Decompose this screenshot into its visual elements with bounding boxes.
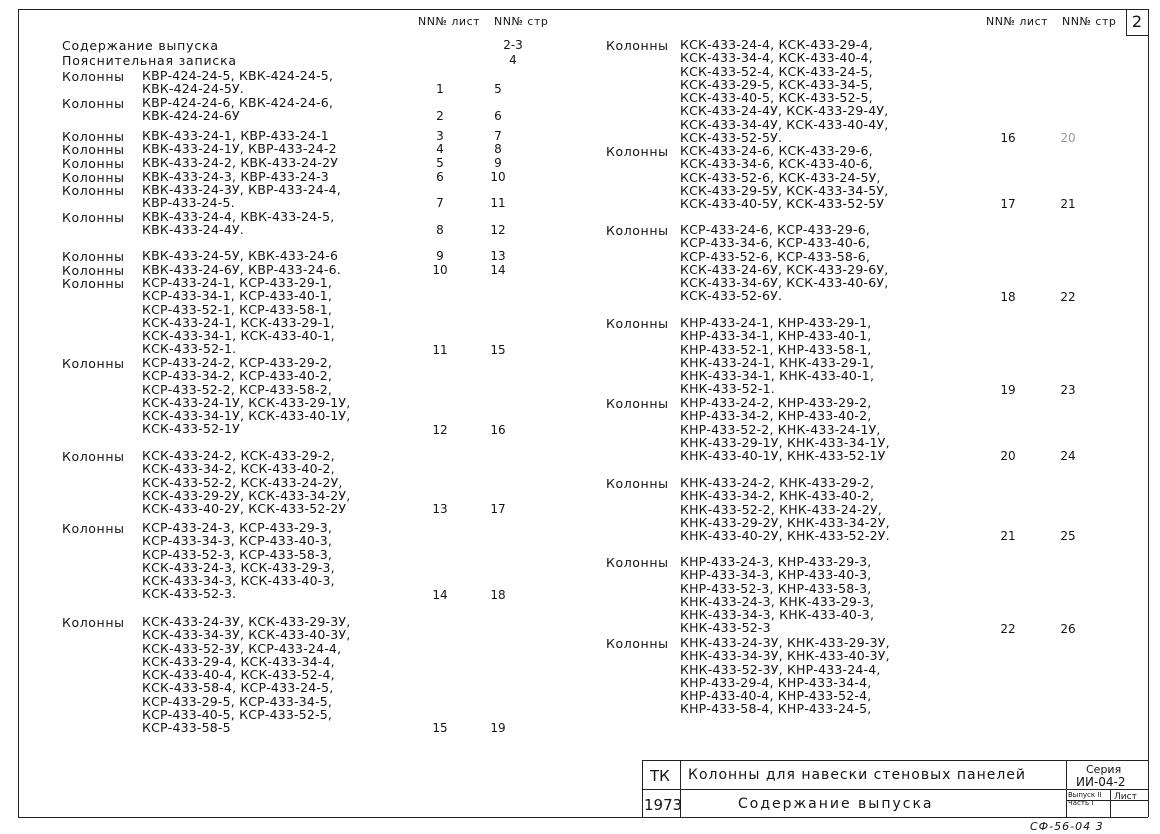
code-line: КСК-433-34-4, КСК-433-40-4, — [680, 50, 873, 66]
series-value: ИИ-04-2 — [1076, 775, 1126, 789]
entry-codes — [680, 38, 888, 144]
entry-label: Колонны — [62, 69, 125, 84]
code-line: КНК-433-52-2, КНК-433-24-2У, — [680, 501, 882, 517]
code-line: КСК-433-52-1У — [142, 421, 240, 437]
code-line: КНК-433-34-3, КНК-433-40-3, — [680, 607, 875, 623]
entry-sheet-number: 18 — [1000, 289, 1016, 304]
entry-label: Колонны — [62, 276, 125, 291]
entry-codes — [680, 555, 874, 635]
archive-stamp: СФ-56-04 3 — [1030, 820, 1104, 833]
code-line: КВК-424-24-5У. — [142, 81, 244, 97]
code-line: КСР-433-58-5 — [142, 720, 231, 736]
entry-label: Колонны — [62, 356, 125, 371]
entry-codes — [680, 476, 890, 542]
entry-page-number: 22 — [1060, 289, 1076, 304]
code-line: КВК-433-24-3, КВР-433-24-3 — [142, 169, 329, 184]
entry-page-number: 6 — [494, 109, 502, 124]
code-line: КВК-433-24-1У, КВР-433-24-2 — [142, 141, 337, 156]
entry-label: Колонны — [606, 555, 669, 570]
entry-sheet-number: 9 — [436, 249, 444, 263]
entry-page-number: 15 — [490, 342, 506, 357]
entry-label: Колонны — [62, 521, 125, 536]
code-line: КСК-433-24-6У, КСК-433-29-6У, — [680, 261, 889, 277]
code-line: КСР-433-34-2, КСР-433-40-2, — [142, 368, 333, 384]
header-page-left: NN№ стр — [494, 15, 549, 28]
series-label: Серия — [1086, 763, 1122, 776]
code-line: КСК-433-34-1У, КСК-433-40-1У, — [142, 408, 351, 424]
entry-label: Колонны — [62, 449, 125, 464]
code-line: КВК-433-24-5У, КВК-433-24-6 — [142, 248, 339, 263]
code-line: КСР-433-52-2, КСР-433-58-2, — [142, 381, 333, 397]
code-line: КНК-433-24-2, КНК-433-29-2, — [680, 475, 875, 490]
toc-page-note: 4 — [509, 53, 517, 67]
entry-page-number: 23 — [1060, 382, 1076, 397]
code-line: КВК-433-24-4У. — [142, 222, 244, 238]
entry-label: Колонны — [606, 316, 669, 331]
title-block-hline — [642, 789, 1148, 790]
entry-sheet-number: 10 — [432, 263, 448, 277]
entry-sheet-number: 4 — [436, 142, 444, 156]
code-line: КНК-433-52-3 — [680, 620, 771, 636]
code-line: КВР-433-24-5. — [142, 195, 235, 211]
code-line: КСР-433-52-1, КСР-433-58-1, — [142, 301, 333, 317]
code-line: КНК-433-24-1, КНК-433-29-1, — [680, 354, 875, 370]
entry-sheet-number: 6 — [436, 170, 444, 184]
entry-codes — [680, 636, 890, 716]
frame-left-line — [18, 9, 19, 817]
code-line: КСК-433-52-4, КСК-433-24-5, — [680, 63, 873, 79]
code-line: КНК-433-29-2У, КНК-433-34-2У, — [680, 514, 890, 530]
code-line: КСК-433-29-5У, КСК-433-34-5У, — [680, 182, 889, 198]
entry-codes — [142, 521, 335, 601]
code-line: КНР-433-34-3, КНР-433-40-3, — [680, 567, 872, 583]
entry-page-number: 7 — [494, 129, 502, 143]
entry-sheet-number: 13 — [432, 502, 448, 517]
code-line: КВР-424-24-5, КВК-424-24-5, — [142, 68, 334, 83]
entry-sheet-number: 2 — [436, 109, 444, 124]
code-line: КНК-433-34-2, КНК-433-40-2, — [680, 488, 875, 504]
code-line: КВК-433-24-2, КВК-433-24-2У — [142, 155, 339, 170]
code-line: КСР-433-24-6, КСР-433-29-6, — [680, 222, 871, 237]
entry-page-number: 21 — [1060, 197, 1076, 212]
code-line: КСР-433-24-3, КСР-433-29-3, — [142, 520, 333, 535]
code-line: КСК-433-24-1У, КСК-433-29-1У, — [142, 394, 351, 410]
code-line: КНР-433-24-1, КНР-433-29-1, — [680, 315, 872, 330]
code-line: КНР-433-52-3, КНР-433-58-3, — [680, 580, 872, 596]
code-line: КНК-433-40-2У, КНК-433-52-2У. — [680, 528, 890, 544]
entry-page-number: 8 — [494, 142, 502, 156]
title-block-vline-3 — [1110, 789, 1111, 817]
title-top: Колонны для навески стеновых панелей — [688, 767, 1027, 783]
entry-sheet-number: 20 — [1000, 449, 1016, 464]
code-line: КСК-433-40-4, КСК-433-52-4, — [142, 667, 335, 683]
entry-codes — [142, 142, 337, 155]
entry-codes — [142, 276, 335, 356]
code-line: КСК-433-52-6, КСК-433-24-5У, — [680, 169, 881, 185]
entry-label: Колонны — [62, 156, 125, 171]
code-line: КВК-433-24-1, КВР-433-24-1 — [142, 128, 329, 143]
entry-label: Колонны — [62, 96, 125, 111]
code-line: КСК-433-52-5У. — [680, 130, 783, 146]
entry-sheet-number: 7 — [436, 196, 444, 211]
entry-sheet-number: 19 — [1000, 382, 1016, 397]
code-line: КНК-433-52-1. — [680, 381, 775, 397]
entry-codes — [142, 156, 338, 169]
entry-codes — [680, 223, 888, 303]
code-line: КНК-433-34-1, КНК-433-40-1, — [680, 368, 875, 384]
title-block-vline-2 — [1066, 760, 1067, 817]
code-line: КСК-433-24-3У, КСК-433-29-3У, — [142, 614, 351, 629]
frame-top-line — [18, 9, 1148, 10]
code-line: КНК-433-24-3, КНК-433-29-3, — [680, 593, 875, 609]
entry-page-number: 24 — [1060, 449, 1076, 464]
code-line: КСР-433-34-6, КСР-433-40-6, — [680, 235, 871, 251]
entry-label: Колонны — [606, 38, 669, 53]
code-line: КНК-433-40-1У, КНК-433-52-1У — [680, 448, 886, 464]
entry-label: Колонны — [606, 476, 669, 491]
entry-codes — [680, 316, 874, 396]
code-line: КСР-433-52-6, КСР-433-58-6, — [680, 248, 871, 264]
code-line: КСК-433-52-3У, КСР-433-24-4, — [142, 640, 342, 656]
code-line: КСК-433-24-6, КСК-433-29-6, — [680, 143, 873, 158]
entry-codes — [142, 69, 333, 96]
entry-page-number: 5 — [494, 82, 502, 97]
code-line: КСК-433-24-2, КСК-433-29-2, — [142, 448, 335, 463]
entry-page-number: 16 — [490, 422, 506, 437]
code-line: КНР-433-24-2, КНР-433-29-2, — [680, 395, 872, 410]
code-line: КСК-433-34-6, КСК-433-40-6, — [680, 156, 873, 172]
code-line: КНК-433-52-3У, КНР-433-24-4, — [680, 661, 881, 677]
page-number: 2 — [1131, 12, 1143, 31]
code-line: КСР-433-34-1, КСР-433-40-1, — [142, 288, 333, 304]
entry-page-number: 13 — [490, 249, 506, 263]
entry-label: Колонны — [62, 263, 125, 278]
toc-page-contents: 2-3 — [503, 38, 523, 52]
entry-codes — [142, 249, 338, 262]
entry-label: Колонны — [62, 249, 125, 264]
code-line: КСК-433-24-4У, КСК-433-29-4У, — [680, 103, 889, 119]
year: 1973 — [644, 796, 683, 814]
entry-label: Колонны — [62, 129, 125, 144]
code-line: КНР-433-40-4, КНР-433-52-4, — [680, 688, 872, 704]
title-bottom: Содержание выпуска — [738, 796, 934, 812]
code-line: КНР-433-52-1, КНР-433-58-1, — [680, 341, 872, 357]
code-line: КСК-433-24-3, КСК-433-29-3, — [142, 559, 335, 575]
code-line: КВК-433-24-6У, КВР-433-24-6. — [142, 262, 341, 277]
code-line: КСК-433-52-6У. — [680, 288, 783, 304]
entry-codes — [142, 96, 333, 123]
code-line: КСК-433-29-2У, КСК-433-34-2У, — [142, 487, 351, 503]
entry-label: Колонны — [62, 183, 125, 198]
code-line: КНР-433-58-4, КНР-433-24-5, — [680, 701, 872, 717]
entry-sheet-number: 8 — [436, 223, 444, 238]
header-sheet-left: NN№ лист — [418, 15, 481, 28]
entry-sheet-number: 12 — [432, 422, 448, 437]
code-line: КСК-433-52-1. — [142, 341, 237, 357]
entry-page-number: 20 — [1060, 131, 1076, 146]
entry-codes — [142, 356, 350, 436]
entry-codes — [680, 396, 890, 462]
code-line: КНР-433-24-3, КНР-433-29-3, — [680, 554, 872, 569]
entry-page-number: 14 — [490, 263, 506, 277]
entry-label: Колонны — [62, 615, 125, 630]
entry-sheet-number: 15 — [432, 721, 448, 736]
code-line: КНР-433-29-4, КНР-433-34-4, — [680, 674, 872, 690]
code-line: КВР-424-24-6, КВК-424-24-6, — [142, 95, 334, 110]
code-line: КСК-433-40-2У, КСК-433-52-2У — [142, 501, 347, 517]
sheet-label: Лист — [1114, 792, 1137, 802]
entry-sheet-number: 11 — [432, 342, 448, 357]
entry-sheet-number: 16 — [1000, 131, 1016, 146]
entry-page-number: 9 — [494, 156, 502, 170]
header-page-right: NN№ стр — [1062, 15, 1117, 28]
code-line: КСК-433-24-4, КСК-433-29-4, — [680, 37, 873, 52]
entry-page-number: 17 — [490, 502, 506, 517]
entry-sheet-number: 5 — [436, 156, 444, 170]
code-line: КСК-433-34-3, КСК-433-40-3, — [142, 573, 335, 589]
code-line: КСК-433-58-4, КСР-433-24-5, — [142, 680, 334, 696]
code-line: КСК-433-40-5, КСК-433-52-5, — [680, 90, 873, 106]
code-line: КВК-433-24-4, КВК-433-24-5, — [142, 209, 335, 224]
entry-label: Колонны — [606, 144, 669, 159]
code-line: КНК-433-29-1У, КНК-433-34-1У, — [680, 434, 890, 450]
code-line: КСК-433-24-1, КСК-433-29-1, — [142, 314, 335, 330]
entry-codes — [142, 210, 334, 237]
entry-sheet-number: 17 — [1000, 197, 1016, 212]
code-line: КСР-433-34-3, КСР-433-40-3, — [142, 533, 333, 549]
code-line: КСР-433-40-5, КСР-433-52-5, — [142, 707, 333, 723]
entry-page-number: 11 — [490, 196, 506, 211]
code-line: КСК-433-34-2, КСК-433-40-2, — [142, 461, 335, 477]
entry-codes — [142, 615, 350, 735]
code-line: КСР-433-29-5, КСР-433-34-5, — [142, 693, 333, 709]
entry-label: Колонны — [62, 170, 125, 185]
code-line: КСР-433-24-1, КСР-433-29-1, — [142, 275, 333, 290]
entry-label: Колонны — [606, 636, 669, 651]
entry-codes — [680, 144, 888, 210]
entry-sheet-number: 1 — [436, 82, 444, 97]
code-line: КСК-433-34-3У, КСК-433-40-3У, — [142, 627, 351, 643]
toc-title-contents: Содержание выпуска — [62, 38, 219, 53]
entry-page-number: 18 — [490, 587, 506, 602]
header-sheet-right: NN№ лист — [986, 15, 1049, 28]
entry-label: Колонны — [606, 223, 669, 238]
code-line: КСР-433-52-3, КСР-433-58-3, — [142, 546, 333, 562]
entry-page-number: 26 — [1060, 621, 1076, 636]
entry-page-number: 12 — [490, 223, 506, 238]
entry-label: Колонны — [62, 142, 125, 157]
code-line: КСК-433-34-4У, КСК-433-40-4У, — [680, 116, 889, 132]
entry-page-number: 19 — [490, 721, 506, 736]
code-line: КСК-433-34-1, КСК-433-40-1, — [142, 328, 335, 344]
entry-sheet-number: 14 — [432, 587, 448, 602]
code-line: КВК-424-24-6У — [142, 108, 240, 124]
code-line: КНР-433-34-2, КНР-433-40-2, — [680, 408, 872, 424]
code-line: КВК-433-24-3У, КВР-433-24-4, — [142, 182, 341, 197]
code-line: КСК-433-29-4, КСК-433-34-4, — [142, 653, 335, 669]
code-line: КСК-433-52-2, КСК-433-24-2У, — [142, 474, 343, 490]
code-line: КНК-433-24-3У, КНК-433-29-3У, — [680, 635, 890, 650]
toc-title-note: Пояснительная записка — [62, 53, 237, 68]
entry-page-number: 10 — [490, 170, 506, 184]
entry-sheet-number: 22 — [1000, 621, 1016, 636]
entry-page-number: 25 — [1060, 529, 1076, 544]
entry-codes — [142, 449, 350, 515]
code-line: КСК-433-29-5, КСК-433-34-5, — [680, 76, 873, 92]
code-line: КНР-433-52-2, КНК-433-24-1У, — [680, 421, 881, 437]
tk-code: ТК — [650, 767, 670, 785]
entry-sheet-number: 21 — [1000, 529, 1016, 544]
code-line: КНК-433-34-3У, КНК-433-40-3У, — [680, 648, 890, 664]
code-line: КНР-433-34-1, КНР-433-40-1, — [680, 328, 872, 344]
entry-label: Колонны — [606, 396, 669, 411]
issue-label: Выпуск II Часть I — [1068, 791, 1102, 807]
frame-right-line — [1148, 9, 1149, 817]
code-line: КСК-433-40-5У, КСК-433-52-5У — [680, 196, 885, 212]
entry-label: Колонны — [62, 210, 125, 225]
code-line: КСК-433-52-3. — [142, 586, 237, 602]
code-line: КСР-433-24-2, КСР-433-29-2, — [142, 355, 333, 370]
entry-sheet-number: 3 — [436, 129, 444, 143]
entry-codes — [142, 183, 341, 210]
code-line: КСК-433-34-6У, КСК-433-40-6У, — [680, 275, 889, 291]
